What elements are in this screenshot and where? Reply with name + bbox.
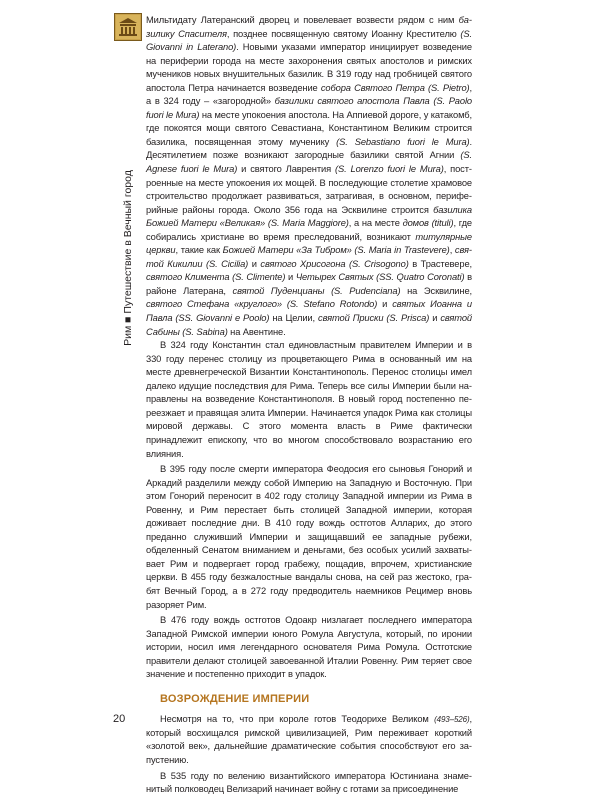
text-run: , построенные на месте упокоения их мощей. В последующие столетие храмовое строительство продолжает развиваться, затрагивая, в основном, периферийные районы города. Около 356 года на Эсквилине строится (146, 164, 472, 215)
text-run: и (248, 258, 261, 269)
book-series-logo (114, 13, 142, 41)
italic-run: базилика Божией Матери «Великая» (S. Maria Maggiore) (146, 204, 472, 229)
temple-icon (116, 15, 140, 39)
text-run: на месте упокоения апостола. На Аппиевой дороге, у катакомб, где покоятся мощи святого Севастиана, Константином Великим строится базилика, посвященная этому мученику (146, 109, 472, 147)
text-run: на Целии, (269, 313, 319, 324)
italic-run: Божией Матери «За Тибром» (S. Maria in Trastevere) (222, 245, 450, 256)
italic-run: святых Иоанна и Павла (SS. Giovanni e Poolo) (146, 299, 472, 324)
text-run: и (285, 272, 296, 283)
text-run: и святого Лаврентия (237, 164, 335, 175)
italic-run: святого Хрисогона (S. Crisogono) (260, 258, 409, 269)
text-run: в районе Латерана, (146, 272, 473, 296)
italic-run: домов (tituli) (402, 218, 454, 229)
text-run: , а на месте (348, 218, 403, 229)
paragraph-5 (146, 713, 472, 767)
italic-run: титулярные церкви (146, 231, 472, 256)
italic-run: святого Стефана «круглого» (S. Stefano Rotondo) (146, 299, 378, 310)
italic-run: базилику Спасителя (146, 15, 472, 39)
page-number: 20 (113, 713, 126, 725)
paragraph-4: В 476 году вождь остготов Одоакр низлагает последнего императора Западной Римской империи юного Ромула Августула, который, по иронии истории, носил имя легендарного основателя Рима Ромула. Остготские правители делают столицей завоеванной Италии Ровенну. Рим теряет свое значение и постепенно приходит в упадок. (146, 615, 472, 680)
text-run: , (449, 245, 455, 256)
text-run: и (429, 313, 441, 324)
section-heading: ВОЗРОЖДЕНИЕ ИМПЕРИИ (160, 692, 310, 705)
text-run: в Трастевере, (408, 258, 472, 269)
italic-run: (S. Agnese fuori le Mura) (146, 150, 472, 175)
body-text (146, 14, 472, 797)
italic-run: святого Климента (S. Climente) (146, 272, 286, 283)
paragraph-2: В 324 году Константин стал единовластным правителем Империи и в 330 году перенес столицу из процветающего Рима в основанный им на месте древнегреческой Византии Константинополь. Перенос столицы имел далеко идущие последствия для Рима. Теперь все силы Империи были направлены на возведение Константинополя. В новый город постепенно переезжает и правящая элита Империи. Начинается упадок Рима как столицы мировой державы. С этого момента власть в Риме фактически принадлежит епископу, что во многом способствовало возрастанию его влияния. (146, 340, 472, 459)
text-run: , позднее посвященную святому Иоанну Крестителю (226, 28, 461, 39)
italic-run: святой Приски (S. Prisca) (318, 313, 430, 324)
italic-run: базилики святого апостола Павла (S. Paolo fuori le Mura) (146, 96, 472, 120)
italic-run: (S. Giovanni in Laterano) (146, 28, 472, 53)
italic-run: Четырех Святых (SS. Quatro Coronati) (295, 272, 465, 283)
italic-run: (S. Lorenzo fuori le Mura) (334, 164, 444, 175)
text-run: . Новыми указами император инициирует возведение на периферии города на месте захоронения святых апостолов и римских мучеников новых внушительных базилик. В 319 году над гробницей святого апостола Петра начинается возведение (146, 42, 472, 93)
paragraph-1 (146, 14, 472, 339)
italic-run: (S. Sebastiano fuori le Mura) (336, 136, 470, 147)
text-run: , а в 324 году – «загородной» (146, 82, 473, 107)
text-run: и (377, 299, 393, 310)
paragraph-6: В 535 году по велению византийского императора Юстиниана знаменитый полководец Велизарий начинает войну с готами за присоединение (146, 770, 472, 795)
italic-run: святой Кикилии (S. Cicilia) (146, 245, 472, 269)
text-run: на Авентине. (227, 326, 286, 337)
text-run: , такие как (175, 245, 223, 256)
reign-dates: (493–526) (434, 715, 470, 725)
running-head-text: Рим ■ Путешествие в Вечный город (122, 170, 134, 346)
text-run: . Десятилетием позже возникают загородные базилики святой Агнии (146, 136, 472, 161)
text-run: на Эсквилине, (400, 285, 472, 296)
italic-run: святой Пуденцианы (S. Pudenciana) (232, 285, 401, 296)
italic-run: собора Святого Петра (S. Pietro) (320, 82, 470, 93)
paragraph-5-start: Несмотря на то, что при короле готов Теодорихе Великом (160, 714, 435, 725)
text-run: Мильтидату Латеранский дворец и повелевает возвести рядом с ним (146, 15, 459, 25)
italic-run: святой Сабины (S. Sabina) (146, 313, 472, 337)
text-run: , где собирались христиане во время преследований, возникают (146, 218, 472, 242)
paragraph-3: В 395 году после смерти императора Феодосия его сыновья Гонорий и Аркадий разделили между собой Империю на Западную и Восточную. При этом Гонорий переносит в 402 году столицу Западной империи из Рима в Ровенну, и Рим перестает быть столицей Западной империи, которая доживает последние дни. В 410 году вождь остготов Алларих, до этого преданно служивший Империи и защищавший ее западные рубежи, обделенный Сенатом вниманием и деньгами, без особых усилий захватывает Рим и подвергает город грабежу, пощадив, впрочем, христианские церкви. В 455 году безжалостные вандалы снова, на сей раз жестоко, грабят Вечный Город, а в 272 году предводитель наемников Рецимер вновь разоряет Рим. (146, 464, 472, 610)
paragraph-5-end: , который восхищался римской цивилизацией, Рим переживает короткий «золотой век», дальнейшие драматические события способствуют его запустению. (146, 714, 472, 765)
